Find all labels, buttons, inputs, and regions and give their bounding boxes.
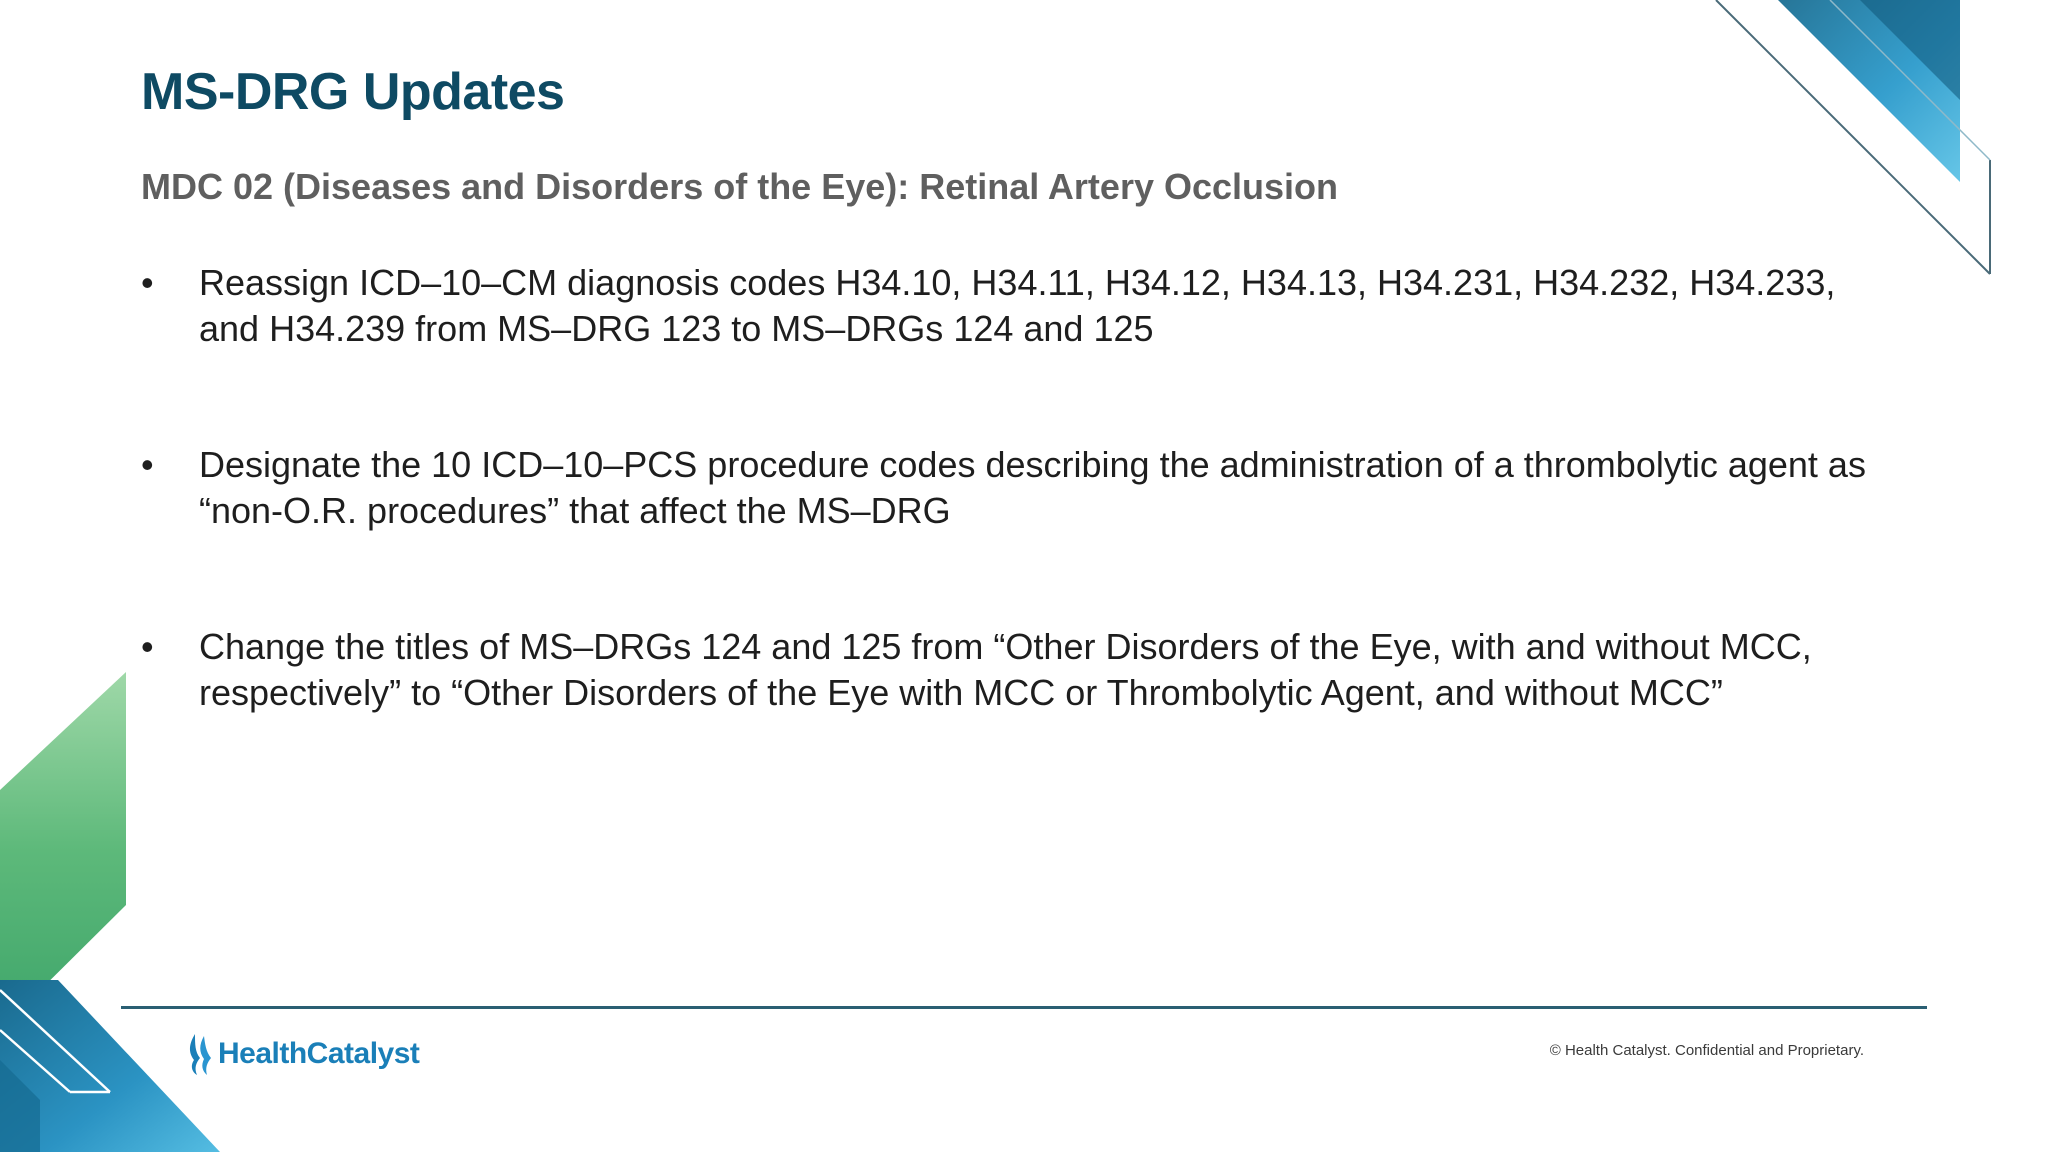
bullet-item	[141, 442, 1901, 534]
bullet-marker: •	[141, 444, 154, 485]
top-right-accent	[1716, 0, 1990, 274]
logo-wordmark: HealthCatalyst	[218, 1037, 420, 1070]
bullet-marker: •	[141, 626, 154, 667]
health-catalyst-flame-icon	[186, 1032, 214, 1076]
copyright-notice: © Health Catalyst. Confidential and Proprietary.	[1549, 1042, 1864, 1059]
footer-divider	[121, 1006, 1927, 1009]
bullet-text: Change the titles of MS–DRGs 124 and 125 from “Other Disorders of the Eye, with and without MCC, respectively” to “Other Disorders of the Eye with MCC or Thrombolytic Agent, and without MCC”	[199, 626, 1812, 713]
bullet-item	[141, 624, 1901, 716]
bullet-text: Reassign ICD–10–CM diagnosis codes H34.10, H34.11, H34.12, H34.13, H34.231, H34.232, H34.233, and H34.239 from MS–DRG 123 to MS–DRGs 124 and 125	[199, 262, 1836, 349]
slide-title: MS-DRG Updates	[141, 63, 565, 121]
health-catalyst-logo	[186, 1030, 419, 1078]
bullet-marker: •	[141, 262, 154, 303]
bullet-text: Designate the 10 ICD–10–PCS procedure codes describing the administration of a thrombolytic agent as “non-O.R. procedures” that affect the MS–DRG	[199, 444, 1866, 531]
slide-subtitle: MDC 02 (Diseases and Disorders of the Eye): Retinal Artery Occlusion	[141, 166, 1339, 207]
bullet-item	[141, 260, 1901, 352]
bullet-list	[141, 260, 1901, 806]
